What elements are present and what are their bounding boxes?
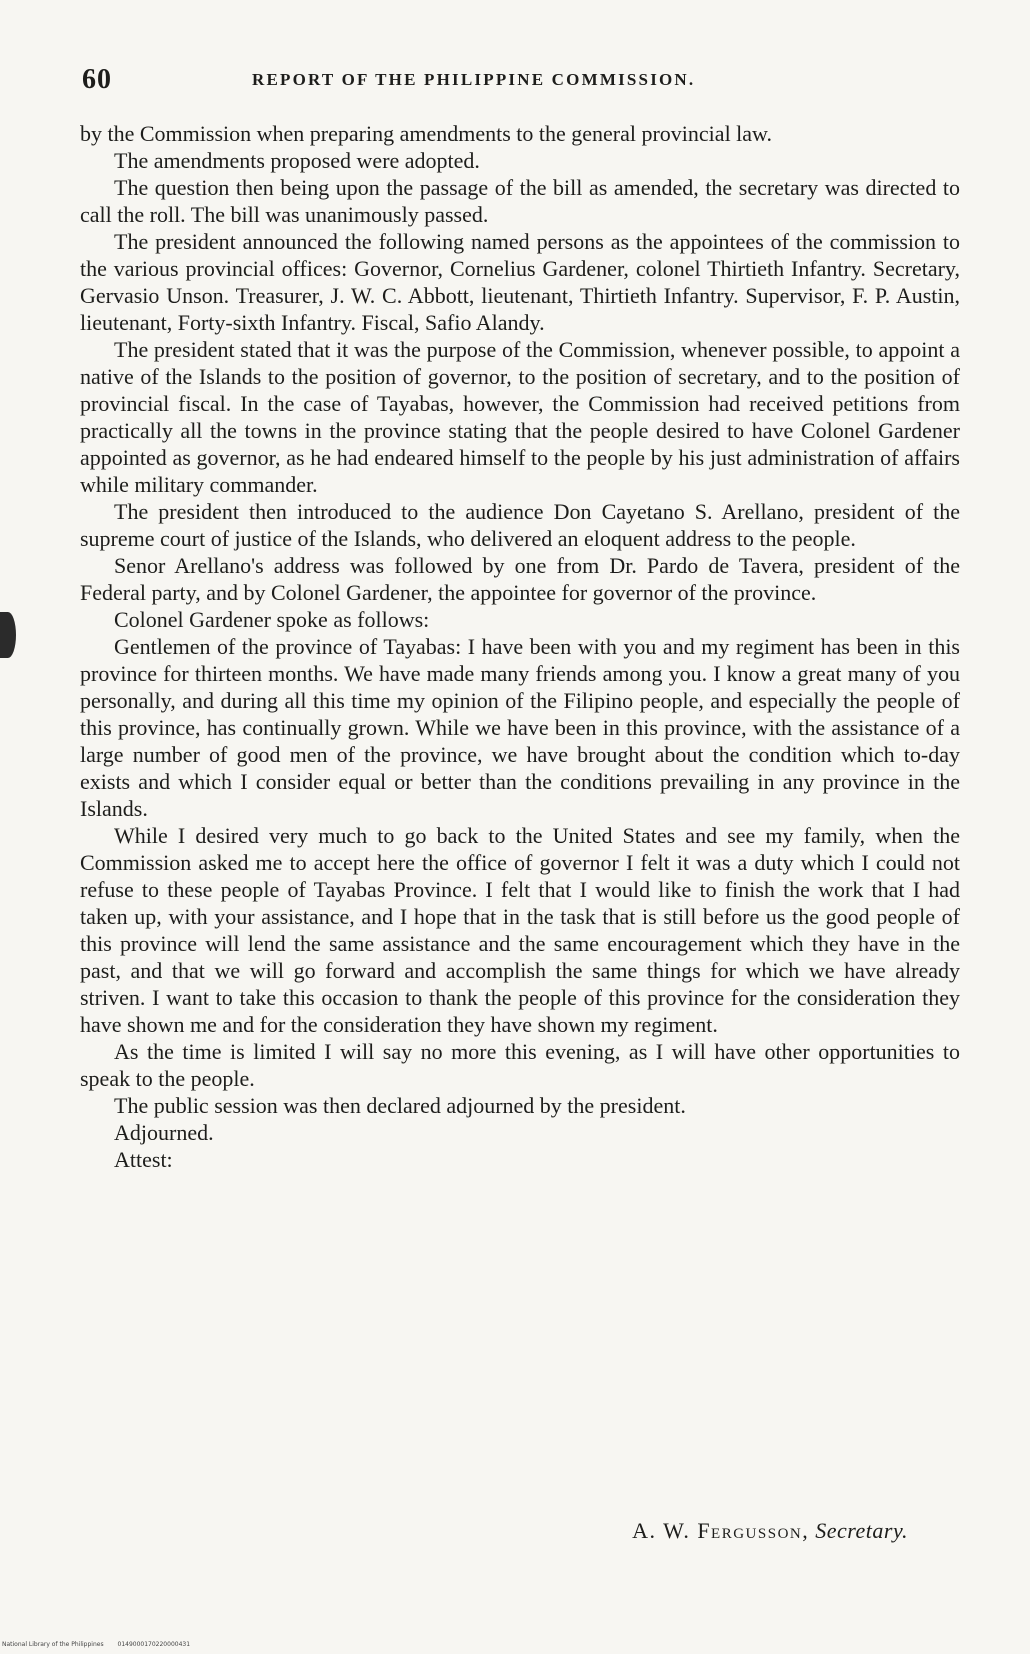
- signatory-title: Secretary.: [815, 1518, 908, 1543]
- paragraph: The amendments proposed were adopted.: [114, 148, 480, 173]
- paragraph: Gentlemen of the province of Tayabas: I have been with you and my regiment has been in this province for thirteen months. We have made many friends among you. I know a great many of you personally, and during all this time my opinion of the Filipino people, and especially the people of this province, has continually grown. While we have been in this province, with the assistance of a large number of good men of the province, we have brought about the condition which to-day exists and which I consider equal or better than the conditions prevailing in any province in the Islands.: [80, 634, 960, 821]
- body-text: [80, 120, 960, 1173]
- paragraph: Attest:: [114, 1147, 173, 1172]
- paragraph: The president stated that it was the purpose of the Commission, whenever possible, to appoint a native of the Islands to the position of governor, to the position of secretary, and to the position of provincial fiscal. In the case of Tayabas, however, the Commission had received petitions from practically all the towns in the province stating that the people desired to have Colonel Gardener appointed as governor, as he had endeared himself to the people by his just administration of affairs while military commander.: [80, 337, 960, 497]
- paragraph: The president announced the following named persons as the appointees of the commission to the various provincial offices: Governor, Cornelius Gardener, colonel Thirtieth Infantry. Secretary, Gervasio Unson. Treasurer, J. W. C. Abbott, lieutenant, Thirtieth Infantry. Supervisor, F. P. Austin, lieutenant, Forty-sixth Infantry. Fiscal, Safio Alandy.: [80, 229, 960, 335]
- paragraph: Adjourned.: [114, 1120, 214, 1145]
- footer-institution: National Library of the Philippines: [2, 1641, 104, 1648]
- paragraph: As the time is limited I will say no more this evening, as I will have other opportunities to speak to the people.: [80, 1039, 960, 1091]
- signature-block: [632, 1518, 908, 1544]
- footer-identifier: 0149000170220000431: [117, 1641, 191, 1648]
- paragraph: The question then being upon the passage of the bill as amended, the secretary was directed to call the roll. The bill was unanimously passed.: [80, 175, 960, 227]
- page-edge-mark: [0, 612, 16, 658]
- paragraph: The president then introduced to the audience Don Cayetano S. Arellano, president of the supreme court of justice of the Islands, who delivered an eloquent address to the people.: [80, 499, 960, 551]
- running-head: REPORT OF THE PHILIPPINE COMMISSION.: [252, 70, 696, 89]
- paragraph: While I desired very much to go back to the United States and see my family, when the Commission asked me to accept here the office of governor I felt it was a duty which I could not refuse to these people of Tayabas Province. I felt that I would like to finish the work that I had taken up, with your assistance, and I hope that in the task that is still before us the good people of this province will lend the same assistance and the same encouragement which they have in the past, and that we will go forward and accomplish the same things for which we have already striven. I want to take this occasion to thank the people of this province for the consideration they have shown me and for the consideration they have shown my regiment.: [80, 823, 960, 1037]
- page-number: 60: [82, 64, 112, 95]
- paragraph: Colonel Gardener spoke as follows:: [114, 607, 430, 632]
- paragraph: by the Commission when preparing amendments to the general provincial law.: [80, 121, 773, 146]
- scan-footer: [2, 1641, 202, 1648]
- paragraph: The public session was then declared adjourned by the president.: [114, 1093, 686, 1118]
- paragraph: Senor Arellano's address was followed by one from Dr. Pardo de Tavera, president of the Federal party, and by Colonel Gardener, the appointee for governor of the province.: [80, 553, 960, 605]
- page-header: [82, 64, 962, 94]
- signatory-name: A. W. Fergusson,: [632, 1518, 810, 1543]
